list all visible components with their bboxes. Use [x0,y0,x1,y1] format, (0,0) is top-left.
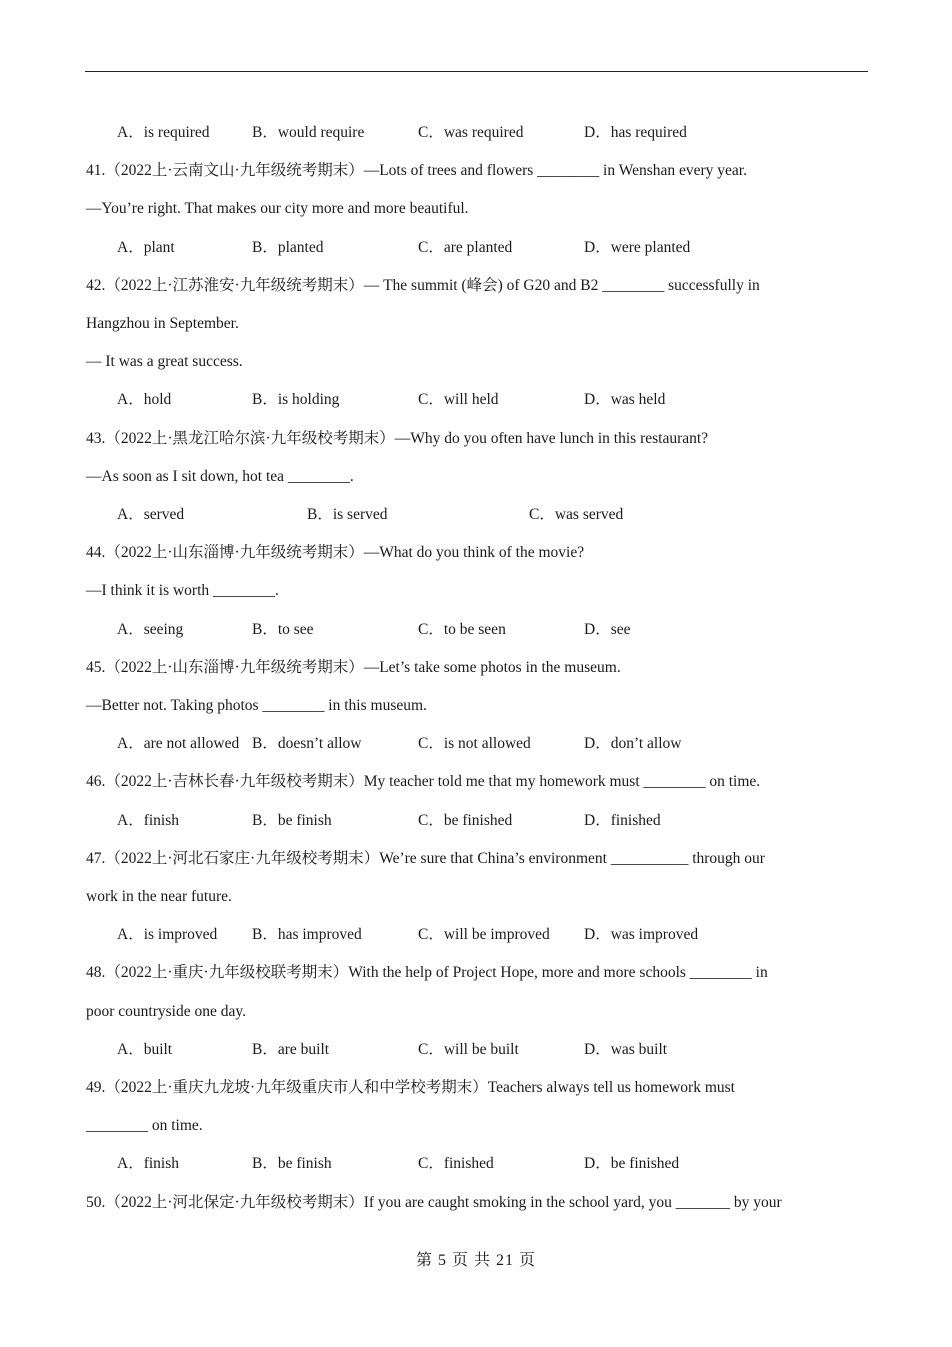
answer-option: B．is served [307,506,388,523]
question-text-line: — It was a great success. [86,353,243,371]
question-text-line: 41.（2022上·云南文山·九年级统考期末）—Lots of trees and flowers ________ in Wenshan every year. [86,162,747,180]
answer-option: C．was required [418,124,524,141]
question-text-line: 49.（2022上·重庆九龙坡·九年级重庆市人和中学校考期末）Teachers always tell us homework must [86,1079,735,1096]
answer-option: D．don’t allow [584,735,682,753]
answer-option: D．was built [584,1040,668,1058]
answer-option: B．be finish [252,811,332,829]
answer-option: A．is required [117,124,210,141]
header-rule [85,71,868,72]
answer-option: B．be finish [252,1155,332,1173]
answer-option: C．will be improved [418,926,550,944]
question-text-line: 43.（2022上·黑龙江哈尔滨·九年级校考期末）—Why do you often have lunch in this restaurant? [86,429,709,447]
answer-option: A．plant [117,238,175,256]
answer-option: C．be finished [418,811,513,829]
answer-option: D．has required [584,124,687,141]
answer-option: A．finish [117,811,180,829]
question-text-line: poor countryside one day. [86,1002,246,1020]
page-footer: 第 5 页 共 21 页 [415,1252,536,1269]
answer-option: C．will held [418,391,499,409]
question-text-line: 42.（2022上·江苏淮安·九年级统考期末）— The summit (峰会) of G20 and B2 ________ successfully in [86,276,760,294]
answer-option: C．is not allowed [418,735,531,753]
question-text-line: —You’re right. That makes our city more and more beautiful. [86,200,469,218]
question-text-line: ________ on time. [86,1117,203,1135]
question-text-line: —I think it is worth ________. [86,582,279,600]
answer-option: B．are built [252,1040,330,1058]
answer-option: A．hold [117,391,172,409]
answer-option: A．built [117,1040,173,1058]
answer-option: B．is holding [252,391,340,409]
question-text-line: 44.（2022上·山东淄博·九年级统考期末）—What do you think of the movie? [86,544,585,562]
answer-option: D．was held [584,391,666,409]
question-text-line: —Better not. Taking photos ________ in this museum. [86,697,427,714]
answer-option: B．doesn’t allow [252,735,362,753]
answer-option: C．finished [418,1155,494,1173]
question-text-line: 46.（2022上·吉林长春·九年级校考期末）My teacher told me that my homework must ________ on time. [86,773,761,791]
answer-option: B．would require [252,124,365,141]
answer-option: D．were planted [584,238,691,256]
answer-option: D．be finished [584,1155,680,1173]
question-text-line: work in the near future. [86,888,232,905]
answer-option: D．see [584,620,631,638]
answer-option: D．finished [584,811,661,829]
question-text-line: —As soon as I sit down, hot tea ________. [86,467,354,485]
answer-option: A．finish [117,1155,180,1173]
answer-option: C．will be built [418,1040,519,1058]
question-text-line: Hangzhou in September. [86,315,239,332]
answer-option: B．has improved [252,926,362,944]
answer-option: D．was improved [584,926,699,944]
answer-option: C．are planted [418,238,513,256]
question-text-line: 45.（2022上·山东淄博·九年级统考期末）—Let’s take some photos in the museum. [86,658,621,676]
answer-option: B．planted [252,238,324,256]
answer-option: C．was served [529,506,624,523]
answer-option: A．is improved [117,926,218,944]
question-text-line: 47.（2022上·河北石家庄·九年级校考期末）We’re sure that China’s environment __________ through our [86,849,765,867]
answer-option: A．seeing [117,620,184,638]
answer-option: C．to be seen [418,620,506,638]
answer-option: B．to see [252,620,314,638]
answer-option: A．are not allowed [117,735,240,753]
question-text-line: 48.（2022上·重庆·九年级校联考期末）With the help of Project Hope, more and more schools ________ in [86,964,768,982]
answer-option: A．served [117,506,185,523]
question-text-line: 50.（2022上·河北保定·九年级校考期末）If you are caught smoking in the school yard, you _______ by your [86,1193,782,1211]
